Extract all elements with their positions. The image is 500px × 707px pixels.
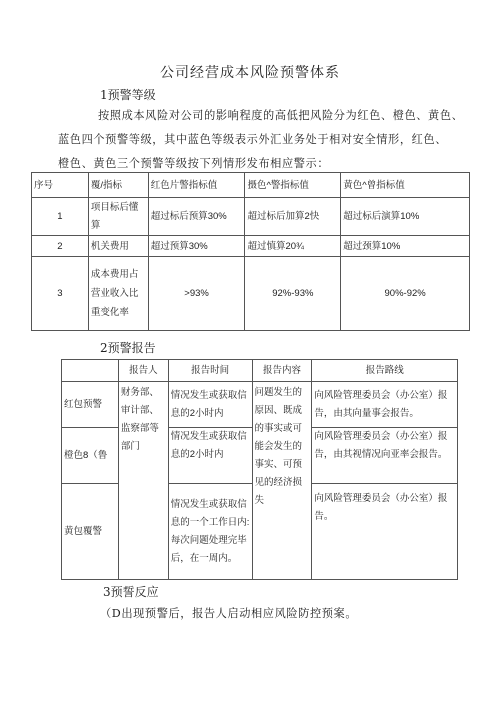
table-cell: 向风险管理委员会（办公室）报告。 xyxy=(312,484,458,580)
header-cell: 红色片警指标值 xyxy=(148,173,245,198)
table-cell: >93% xyxy=(148,257,245,331)
table-row xyxy=(62,382,458,428)
table-cell: 超过标后预算30% xyxy=(148,198,245,236)
table-cell: 超过标后演算10% xyxy=(341,198,470,236)
header-cell: 报告路线 xyxy=(312,360,458,382)
response-paragraph: （D出现预警后，报告人启动相应风险防控预案。 xyxy=(100,607,358,620)
paragraph-line-2: 蓝色四个预警等级，其中蓝色等级表示外汇业务处于相对安全情形，红色、 xyxy=(58,133,447,146)
table-cell: 超过预算30% xyxy=(148,236,245,257)
table-cell: 项目标后懂算 xyxy=(88,198,148,236)
table-cell: 问题发生的原因、既成的事实或可能会发生的事实、可预见的经济损失 xyxy=(252,382,312,580)
section-heading-warning-levels: 1预警等级 xyxy=(100,88,156,102)
header-cell: 报告人 xyxy=(118,360,168,382)
table-cell: 情况发生或获取信息的2小时内 xyxy=(168,382,252,428)
table-cell: 红包预警 xyxy=(62,382,119,428)
table-cell: 情况发生或获取信息的2小时内 xyxy=(168,428,252,484)
table-cell: 向风险管理委员会（办公室）报告，由其视情况向亚率会报告。 xyxy=(312,428,458,484)
table-cell: 成本费用占营业收入比重变化率 xyxy=(88,257,148,331)
header-cell: 摄色^警指标值 xyxy=(245,173,341,198)
table-cell: 超过慎算20¾ xyxy=(245,236,341,257)
table-cell: 90%-92% xyxy=(341,257,470,331)
document-title: 公司经营成本风险预警体系 xyxy=(160,65,340,81)
table-row xyxy=(32,257,470,331)
table-cell: 92%-93% xyxy=(245,257,341,331)
table-row xyxy=(32,236,470,257)
table-cell: 情况发生或获取信息的一个工作日内:每次问题处理完毕后，在一周内。 xyxy=(168,484,252,580)
table-cell: 1 xyxy=(32,198,89,236)
warning-level-table xyxy=(31,172,470,331)
table-cell: 财务部、审计部、监察部等部门 xyxy=(118,382,168,580)
header-cell: 序号 xyxy=(32,173,89,198)
table-cell: 向风险管理委员会（办公室）报告，由其向量事会报告。 xyxy=(312,382,458,428)
header-cell xyxy=(62,360,119,382)
header-cell: 报告时间 xyxy=(168,360,252,382)
paragraph-line-3: 橙色、黄色三个预警等级按下列情形发布相应警示： xyxy=(58,157,330,170)
table-cell: 黄包覆警 xyxy=(62,484,119,580)
section-heading-warning-report: 2预警报告 xyxy=(100,341,156,355)
header-cell: 黄色^曾指标值 xyxy=(341,173,470,198)
table-cell: 3 xyxy=(32,257,89,331)
table-cell: 机关费用 xyxy=(88,236,148,257)
table-row xyxy=(32,198,470,236)
paragraph-line-1: 按照成本风险对公司的影响程度的高低把风险分为红色、橙色、黄色、 xyxy=(98,109,464,122)
table-cell: 2 xyxy=(32,236,89,257)
header-cell: 覆/指标 xyxy=(88,173,148,198)
table-cell: 超过颈算10% xyxy=(341,236,470,257)
table-cell: 橙色8（鲁 xyxy=(62,428,119,484)
warning-report-table xyxy=(61,359,458,580)
table-cell: 超过标后加算2快 xyxy=(245,198,341,236)
table-header-row xyxy=(62,360,458,382)
table-header-row xyxy=(32,173,470,198)
header-cell: 报告内容 xyxy=(252,360,312,382)
section-heading-warning-response: 3预誓反应 xyxy=(103,585,159,599)
